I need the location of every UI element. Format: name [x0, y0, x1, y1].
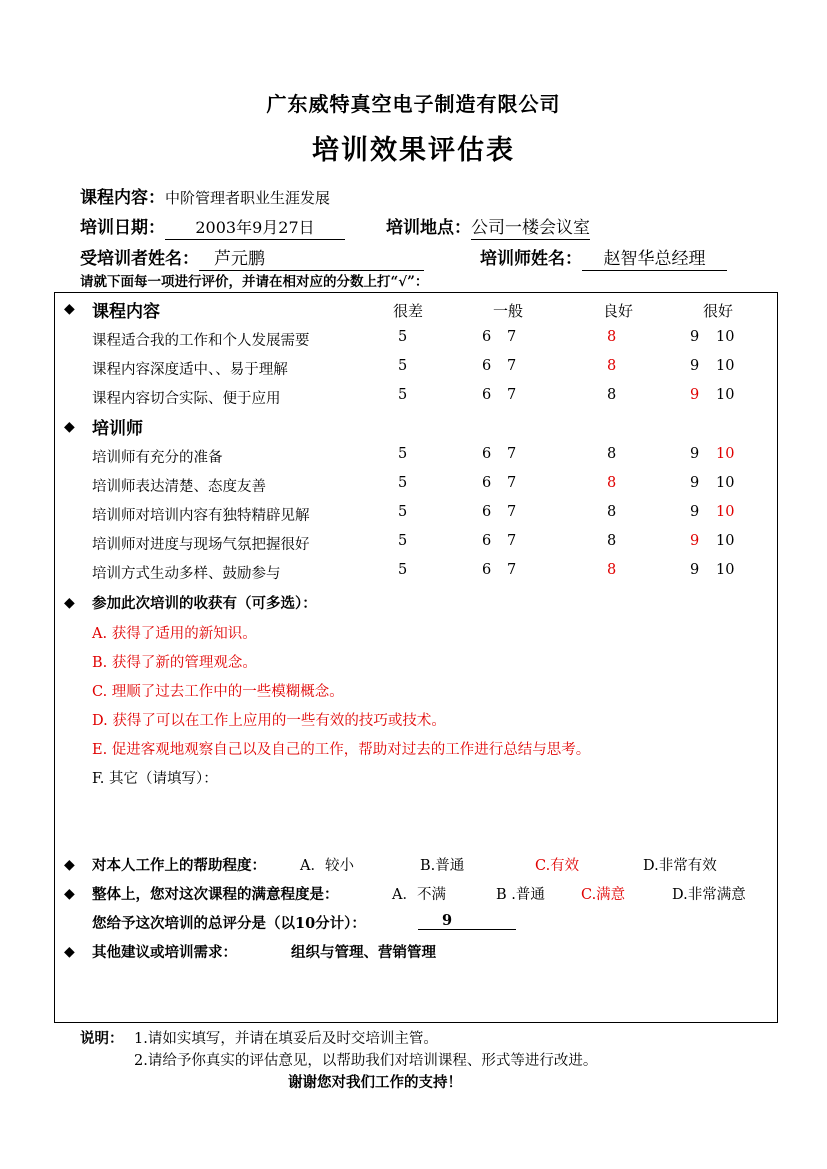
gain-option[interactable]: E. 促进客观地观察自己以及自己的工作，帮助对过去的工作进行总结与思考。	[92, 742, 591, 758]
rating-item-text: 课程内容深度适中、、易于理解	[92, 362, 288, 378]
diamond-bullet-icon: ◆	[64, 886, 75, 902]
trainee-row	[80, 244, 424, 271]
diamond-bullet-icon: ◆	[64, 595, 75, 611]
rating-item-text: 培训师对培训内容有独特精辟见解	[92, 508, 310, 524]
help-option-a: A．较小	[300, 858, 354, 874]
score-option-10[interactable]: 10	[716, 446, 735, 462]
place-row	[386, 213, 590, 240]
score-option-6[interactable]: 6	[482, 562, 492, 578]
score-option-9[interactable]: 9	[690, 446, 700, 462]
rating-item-text: 课程适合我的工作和个人发展需要	[92, 333, 310, 349]
diamond-bullet-icon: ◆	[64, 419, 75, 435]
trainee-label: 受培训者姓名：	[80, 249, 199, 269]
score-option-9[interactable]: 9	[690, 387, 700, 403]
score-option-6[interactable]: 6	[482, 475, 492, 491]
score-option-8[interactable]: 8	[607, 475, 617, 491]
diamond-bullet-icon: ◆	[64, 301, 75, 317]
score-option-9[interactable]: 9	[690, 504, 700, 520]
score-option-9[interactable]: 9	[690, 533, 700, 549]
score-option-10[interactable]: 10	[716, 387, 735, 403]
diamond-bullet-icon: ◆	[64, 944, 75, 960]
date-row	[80, 213, 345, 240]
score-option-8[interactable]: 8	[607, 533, 617, 549]
help-option-b: B.普通	[420, 858, 465, 874]
help-option-c: C.有效	[535, 858, 580, 874]
score-option-7[interactable]: 7	[507, 533, 517, 549]
score-option-7[interactable]: 7	[507, 358, 517, 374]
score-option-7[interactable]: 7	[507, 475, 517, 491]
score-option-8[interactable]: 8	[607, 387, 617, 403]
score-option-6[interactable]: 6	[482, 329, 492, 345]
score-option-9[interactable]: 9	[690, 358, 700, 374]
score-option-8[interactable]: 8	[607, 446, 617, 462]
diamond-bullet-icon: ◆	[64, 857, 75, 873]
form-title: 培训效果评估表	[312, 135, 515, 166]
score-option-5[interactable]: 5	[398, 562, 408, 578]
score-option-8[interactable]: 8	[607, 329, 617, 345]
score-option-5[interactable]: 5	[398, 329, 408, 345]
satisfaction-option-a: A．不满	[392, 887, 446, 903]
score-option-5[interactable]: 5	[398, 387, 408, 403]
gain-option[interactable]: A. 获得了适用的新知识。	[92, 626, 257, 642]
satisfaction-option-d: D.非常满意	[672, 887, 746, 903]
thanks-text: 谢谢您对我们工作的支持！	[288, 1074, 462, 1091]
score-option-9[interactable]: 9	[690, 562, 700, 578]
gain-option[interactable]: D. 获得了可以在工作上应用的一些有效的技巧或技术。	[92, 713, 446, 729]
score-option-10[interactable]: 10	[716, 358, 735, 374]
gain-option[interactable]: C. 理顺了过去工作中的一些模糊概念。	[92, 684, 344, 700]
score-option-8[interactable]: 8	[607, 562, 617, 578]
score-option-7[interactable]: 7	[507, 504, 517, 520]
rating-header-poor: 很差	[393, 302, 424, 320]
section-title: 课程内容	[92, 302, 160, 322]
rating-item-text: 培训师有充分的准备	[92, 450, 223, 466]
course-label: 课程内容：	[80, 188, 165, 208]
score-option-6[interactable]: 6	[482, 533, 492, 549]
rating-item-text: 培训师表达清楚、态度友善	[92, 479, 266, 495]
satisfaction-option-b: B .普通	[496, 887, 545, 903]
satisfaction-option-c: C.满意	[581, 887, 626, 903]
score-option-8[interactable]: 8	[607, 358, 617, 374]
score-option-10[interactable]: 10	[716, 475, 735, 491]
notes-label: 说明：	[80, 1030, 124, 1047]
total-score-value: 9	[418, 912, 516, 930]
suggestion-label: 其他建议或培训需求：	[92, 944, 237, 961]
rating-item-text: 培训师对进度与现场气氛把握很好	[92, 537, 310, 553]
place-value: 公司一楼会议室	[471, 213, 590, 240]
score-option-9[interactable]: 9	[690, 475, 700, 491]
gains-title: 参加此次培训的收获有（可多选）：	[92, 595, 317, 612]
satisfaction-label: 整体上，您对这次课程的满意程度是：	[92, 886, 339, 903]
rating-item-text: 培训方式生动多样、鼓励参与	[92, 566, 281, 582]
score-option-5[interactable]: 5	[398, 358, 408, 374]
score-option-5[interactable]: 5	[398, 475, 408, 491]
score-option-6[interactable]: 6	[482, 446, 492, 462]
date-value: 2003年9月27日	[165, 215, 345, 240]
help-label: 对本人工作上的帮助程度：	[92, 857, 266, 874]
score-option-10[interactable]: 10	[716, 562, 735, 578]
course-row	[80, 183, 330, 208]
rating-header-excellent: 很好	[703, 302, 734, 320]
trainer-value: 赵智华总经理	[582, 244, 727, 271]
score-option-5[interactable]: 5	[398, 533, 408, 549]
rating-header-good: 良好	[603, 302, 634, 320]
gain-option[interactable]: B. 获得了新的管理观念。	[92, 655, 257, 671]
trainer-row	[480, 244, 727, 271]
score-option-6[interactable]: 6	[482, 504, 492, 520]
note-line-2: 2.请给予你真实的评估意见，以帮助我们对培训课程、形式等进行改进。	[134, 1053, 598, 1069]
rating-header-average: 一般	[493, 302, 524, 320]
score-option-7[interactable]: 7	[507, 329, 517, 345]
score-option-10[interactable]: 10	[716, 533, 735, 549]
score-option-10[interactable]: 10	[716, 329, 735, 345]
gain-option[interactable]: F. 其它（请填写）：	[92, 771, 218, 787]
score-option-6[interactable]: 6	[482, 387, 492, 403]
suggestion-value: 组织与管理、营销管理	[291, 944, 436, 961]
section-title: 培训师	[92, 419, 143, 439]
score-option-7[interactable]: 7	[507, 446, 517, 462]
score-option-6[interactable]: 6	[482, 358, 492, 374]
course-value: 中阶管理者职业生涯发展	[165, 189, 331, 207]
date-label: 培训日期：	[80, 218, 165, 238]
score-option-5[interactable]: 5	[398, 504, 408, 520]
total-score-label: 您给予这次培训的总评分是（以10分计）：	[92, 915, 366, 932]
help-option-d: D.非常有效	[643, 858, 717, 874]
company-name: 广东威特真空电子制造有限公司	[266, 92, 561, 116]
instruction-text: 请就下面每一项进行评价，并请在相对应的分数上打“√”：	[80, 274, 429, 290]
trainer-label: 培训师姓名：	[480, 249, 582, 269]
trainee-value: 芦元鹏	[199, 244, 424, 271]
place-label: 培训地点：	[386, 218, 471, 238]
score-option-8[interactable]: 8	[607, 504, 617, 520]
score-option-9[interactable]: 9	[690, 329, 700, 345]
score-option-7[interactable]: 7	[507, 562, 517, 578]
note-line-1: 1.请如实填写，并请在填妥后及时交培训主管。	[134, 1031, 438, 1047]
score-option-7[interactable]: 7	[507, 387, 517, 403]
score-option-10[interactable]: 10	[716, 504, 735, 520]
rating-item-text: 课程内容切合实际、便于应用	[92, 391, 281, 407]
score-option-5[interactable]: 5	[398, 446, 408, 462]
